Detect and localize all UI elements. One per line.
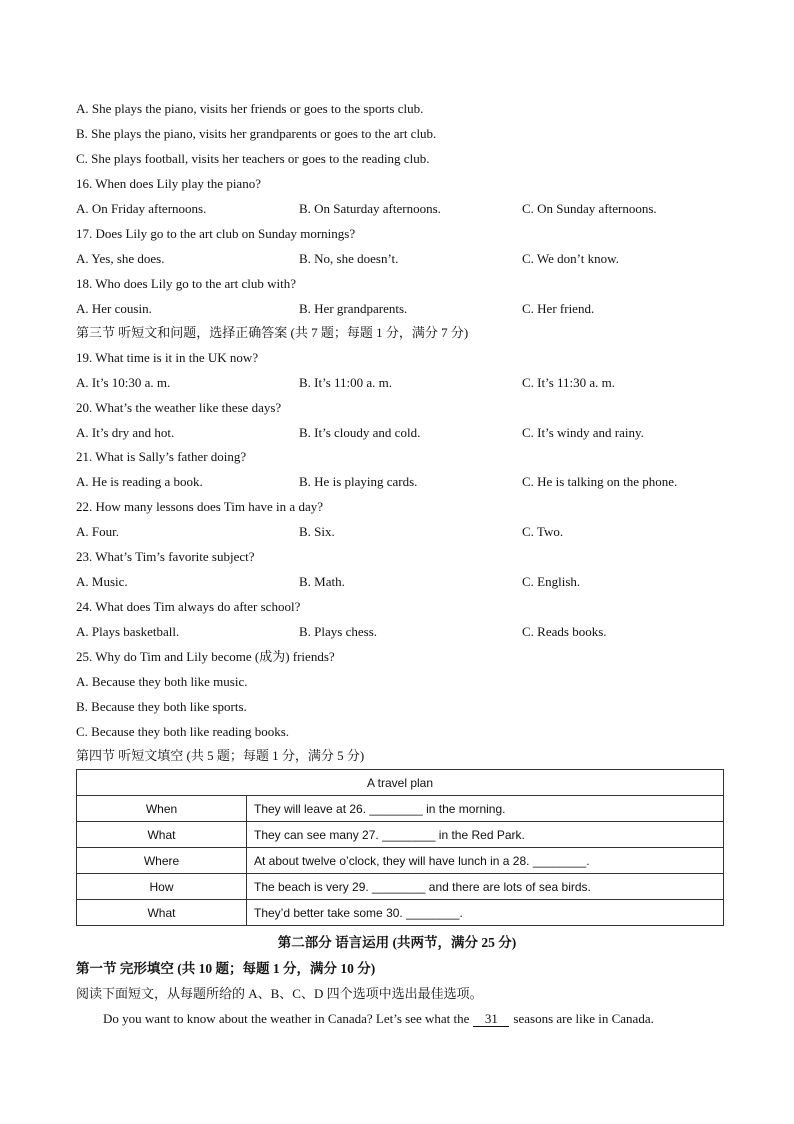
- q15-option-a: A. She plays the piano, visits her friends or goes to the sports club.: [76, 101, 424, 116]
- question-stem: 23. What’s Tim’s favorite subject?: [76, 549, 255, 564]
- question-stem: 17. Does Lily go to the art club on Sunday mornings?: [76, 226, 356, 241]
- table-row: [77, 822, 724, 848]
- option-b: B. It’s cloudy and cold.: [299, 425, 421, 440]
- question-stem: 24. What does Tim always do after school?: [76, 599, 301, 614]
- option-b: B. It’s 11:00 a. m.: [299, 375, 393, 390]
- row-value: They’d better take some 30. ________.: [247, 900, 724, 926]
- table-row: [77, 874, 724, 900]
- question-stem: 18. Who does Lily go to the art club with?: [76, 276, 296, 291]
- passage-text: Do you want to know about the weather in Canada? Let’s see what the: [103, 1011, 470, 1026]
- table-row: [77, 796, 724, 822]
- option-b: B. Six.: [299, 524, 335, 539]
- section-heading: 第一节 完形填空 (共 10 题；每题 1 分，满分 10 分): [76, 961, 376, 976]
- q25-option-a: A. Because they both like music.: [76, 674, 248, 689]
- option-a: A. Music.: [76, 574, 128, 589]
- option-c: C. It’s 11:30 a. m.: [522, 375, 616, 390]
- option-a: A. On Friday afternoons.: [76, 201, 207, 216]
- question-stem: 22. How many lessons does Tim have in a day?: [76, 499, 323, 514]
- option-c: C. We don’t know.: [522, 251, 619, 266]
- option-c: C. He is talking on the phone.: [522, 474, 678, 489]
- option-a: A. It’s 10:30 a. m.: [76, 375, 171, 390]
- option-b: B. Math.: [299, 574, 345, 589]
- option-a: A. It’s dry and hot.: [76, 425, 175, 440]
- option-c: C. It’s windy and rainy.: [522, 425, 644, 440]
- option-c: C. English.: [522, 574, 581, 589]
- option-b: B. He is playing cards.: [299, 474, 418, 489]
- option-a: A. Four.: [76, 524, 119, 539]
- question-stem: 16. When does Lily play the piano?: [76, 176, 261, 191]
- question-stem: 21. What is Sally’s father doing?: [76, 449, 247, 464]
- travel-plan-table: [76, 769, 724, 926]
- option-a: A. He is reading a book.: [76, 474, 203, 489]
- table-row: [77, 848, 724, 874]
- q25-option-b: B. Because they both like sports.: [76, 699, 247, 714]
- option-a: A. Her cousin.: [76, 301, 152, 316]
- q25-option-c: C. Because they both like reading books.: [76, 724, 290, 739]
- instruction: 阅读下面短文，从每题所给的 A、B、C、D 四个选项中选出最佳选项。: [76, 986, 483, 1001]
- option-c: C. Reads books.: [522, 624, 607, 639]
- row-value: At about twelve o’clock, they will have lunch in a 28. ________.: [247, 848, 724, 874]
- part-heading: 第二部分 语言运用 (共两节，满分 25 分): [277, 935, 517, 950]
- option-b: B. No, she doesn’t.: [299, 251, 399, 266]
- option-a: A. Yes, she does.: [76, 251, 165, 266]
- option-c: C. Her friend.: [522, 301, 595, 316]
- option-b: B. On Saturday afternoons.: [299, 201, 441, 216]
- passage-first-line: [103, 1010, 654, 1028]
- option-c: C. Two.: [522, 524, 564, 539]
- row-label: How: [77, 874, 247, 900]
- row-value: The beach is very 29. ________ and there are lots of sea birds.: [247, 874, 724, 900]
- row-label: What: [77, 900, 247, 926]
- question-stem: 19. What time is it in the UK now?: [76, 350, 259, 365]
- table-row: [77, 900, 724, 926]
- row-label: What: [77, 822, 247, 848]
- question-stem: 20. What’s the weather like these days?: [76, 400, 282, 415]
- row-value: They will leave at 26. ________ in the morning.: [247, 796, 724, 822]
- option-a: A. Plays basketball.: [76, 624, 180, 639]
- row-label: When: [77, 796, 247, 822]
- table-header-row: [77, 770, 724, 796]
- option-b: B. Her grandparents.: [299, 301, 408, 316]
- section-heading: 第三节 听短文和问题，选择正确答案 (共 7 题；每题 1 分，满分 7 分): [76, 325, 469, 340]
- blank-31: 31: [473, 1012, 509, 1027]
- q15-option-b: B. She plays the piano, visits her grandparents or goes to the art club.: [76, 126, 437, 141]
- option-b: B. Plays chess.: [299, 624, 377, 639]
- q15-option-c: C. She plays football, visits her teachers or goes to the reading club.: [76, 151, 430, 166]
- row-label: Where: [77, 848, 247, 874]
- section-heading: 第四节 听短文填空 (共 5 题；每题 1 分，满分 5 分): [76, 748, 365, 763]
- passage-text: seasons are like in Canada.: [513, 1011, 654, 1026]
- option-c: C. On Sunday afternoons.: [522, 201, 657, 216]
- row-value: They can see many 27. ________ in the Red Park.: [247, 822, 724, 848]
- question-stem: 25. Why do Tim and Lily become (成为) friends?: [76, 649, 335, 664]
- table-title: A travel plan: [77, 770, 724, 796]
